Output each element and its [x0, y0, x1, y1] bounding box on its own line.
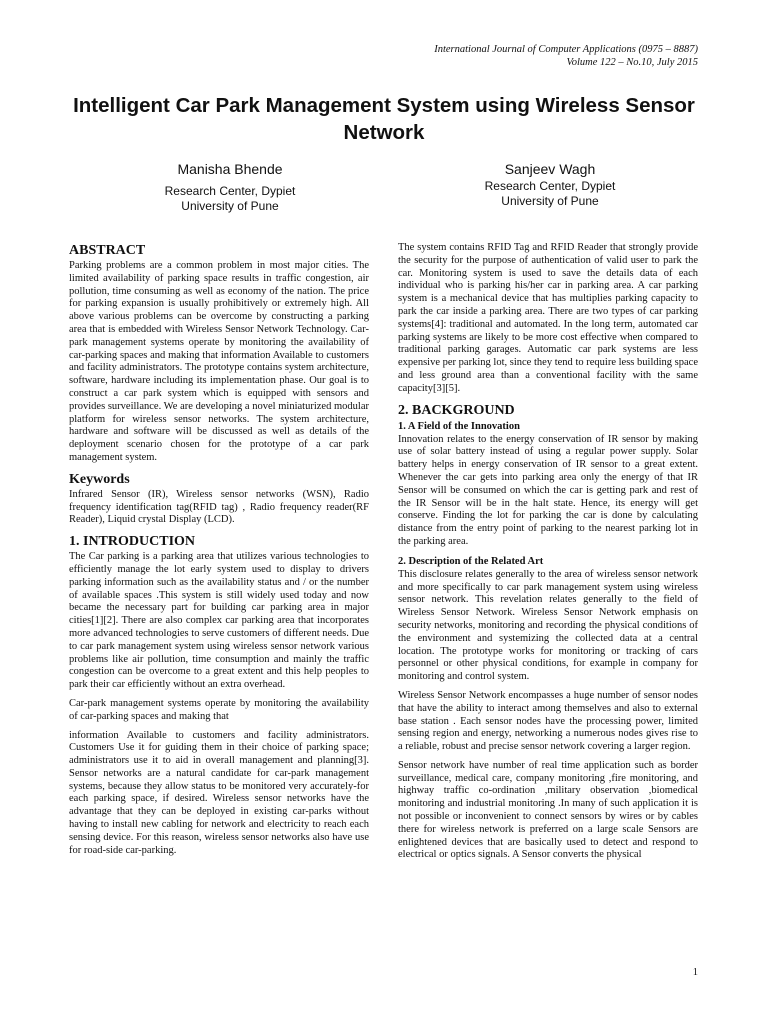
- paper-title: Intelligent Car Park Management System using Wireless Sensor Network: [73, 94, 695, 144]
- subsection-heading: 2. Description of the Related Art: [398, 555, 544, 567]
- author-name: Sanjeev Wagh: [504, 161, 596, 177]
- introduction-heading: 1. INTRODUCTION: [69, 534, 196, 550]
- introduction-paragraph: The Car parking is a parking area that utilizes various technologies to efficiently manage the lot early system used to display to drivers parking information such as the availability status and / or the number of available spaces .This system is still widely used today and now became the necessary part for building car parking area in major cities[1][2]. There are also complex car parking area that incorporates more advanced technologies to serve customers of different needs. Due to car park management system using wireless sensor network various problems like air pollution, time consumption and mainly the traffic congestion can be overcome to a great extent and this help peoples to park their car efficiently without an extra overhead.: [69, 551, 369, 691]
- abstract-text: Parking problems are a common problem in most major cities. The limited availability of parking space results in traffic congestion, air pollution, time consuming as well as economy of the nation. The price for parking expansion is usually prohibitively or extremely high. All above various problems can be overcome by constructing a parking area that is embedded with Wireless Sensor Network Technology. Car-park management systems operate by monitoring the availability of car-parking spaces and making that information Available to customers and facility administrators. The prototype contains system architecture, software, hardware including its implementation phase. Our goal is to construct a car park system which is equipped with sensors and provides surveillance. We are developing a novel miniaturized modular platform for wireless sensor networks. The system architecture, hardware and software will be discussed as well as details of the deployment scenario chosen for the prototype of a car park management system.: [69, 260, 369, 463]
- author-affiliation: Research Center, Dypiet: [484, 179, 616, 193]
- author-block-2: [440, 160, 660, 209]
- keywords-heading: Keywords: [69, 471, 130, 487]
- body-paragraph: Wireless Sensor Network encompasses a huge number of sensor nodes that have the ability to interact among themselves and also to external base station . Each sensor nodes have the processing power, limited sensing region and energy, networking a numerous nodes gives rise to a reliable, robust and precise sensor network covering a larger region.: [398, 689, 698, 753]
- author-affiliation: University of Pune: [181, 199, 279, 213]
- body-paragraph: Sensor network have number of real time application such as border surveillance, medical care, company monitoring ,fire monitoring, and highway traffic co-ordination ,military observation ,biomedical monitoring and industrial monitoring .In many of such application it is not possible or inconvenient to connect sensors by wires or by cables there for wireless network is preferred on a large scale Sensors are enlightened devices that are basically used to detect and respond to electrical or optics signals. A Sensor converts the physical: [398, 759, 698, 861]
- background-heading: 2. BACKGROUND: [398, 402, 515, 418]
- subsection-paragraph: Innovation relates to the energy conservation of IR sensor by making use of solar battery instead of using a regular power supply. Solar battery helps in energy conservation of IR sensor to a great extent. Whenever the car gets into parking area only the energy of that IR Sensor will be consumed on which the car is getting park and rest of the IR Sensor will be in the halt state. Hence, its energy will get conserve. Finding the lot for parking the car is done by calculating distance from the entry point of parking to the nearest parking lot in the parking area.: [398, 433, 698, 547]
- subsection-heading: 1. A Field of the Innovation: [398, 420, 520, 432]
- abstract-heading: ABSTRACT: [69, 243, 146, 258]
- author-affiliation: Research Center, Dypiet: [164, 184, 296, 198]
- subsection-paragraph: This disclosure relates generally to the area of wireless sensor network and more specifically to car park management system using wireless sensor network. This revelation relates generally to the field of Wireless Sensor Network. Wireless Sensor Network emphasis on security networks, monitoring and recording the physical conditions of the environment and systemizing the collected data at a central location. The prototype works for monitoring or tracking of cars personnel or other physical conditions, for example in company for monitoring and control system.: [398, 568, 698, 683]
- author-block-1: [120, 160, 340, 214]
- introduction-paragraph: Car-park management systems operate by monitoring the availability of car-parking spaces and making that: [69, 697, 369, 722]
- author-affiliation: University of Pune: [501, 194, 599, 208]
- journal-name: International Journal of Computer Applications (0975 – 8887): [434, 44, 698, 55]
- intro-continued-paragraph: The system contains RFID Tag and RFID Reader that strongly provide the security for the purpose of authentication of valid user to park the car. Monitoring system is used to save the details data of each individual who is parking his/her car in parking area. A car parking system is a mechanical device that has multiplies parking capacity to park the car inside a parking area. There are two types of car parking systems[4]: traditional and automated. In the long term, automated car parking systems are likely to be more cost effective when compared to traditional parking garages. Automatic car park systems are less expensive per parking lot, since they tend to require less building space and less ground area than a conventional facility with the same capacity[3][5].: [398, 242, 698, 394]
- keywords-text: Infrared Sensor (IR), Wireless sensor networks (WSN), Radio frequency identification tag(RFID tag) , Radio frequency reader(RF Reader), Liquid crystal Display (LCD).: [69, 488, 369, 526]
- right-column: [398, 242, 698, 868]
- page-number: 1: [692, 967, 698, 978]
- left-column: [69, 242, 369, 863]
- author-name: Manisha Bhende: [177, 161, 283, 177]
- journal-volume: Volume 122 – No.10, July 2015: [566, 57, 698, 68]
- introduction-paragraph: information Available to customers and facility administrators. Customers Use it for guiding them in their choice of parking space; administrators use it to aid in overall management and planning[3]. Sensor networks are a natural candidate for car-park management systems, because they allow status to be monitored very accurately-for each parking space, if desired. Wireless sensor networks have the advantage that they can be deployed in existing car-parks without having to install new cabling for network and electricity to reach each sensing device. For this reason, wireless sensor networks also have use for road-side car-parking.: [69, 729, 369, 856]
- journal-header: [434, 43, 698, 69]
